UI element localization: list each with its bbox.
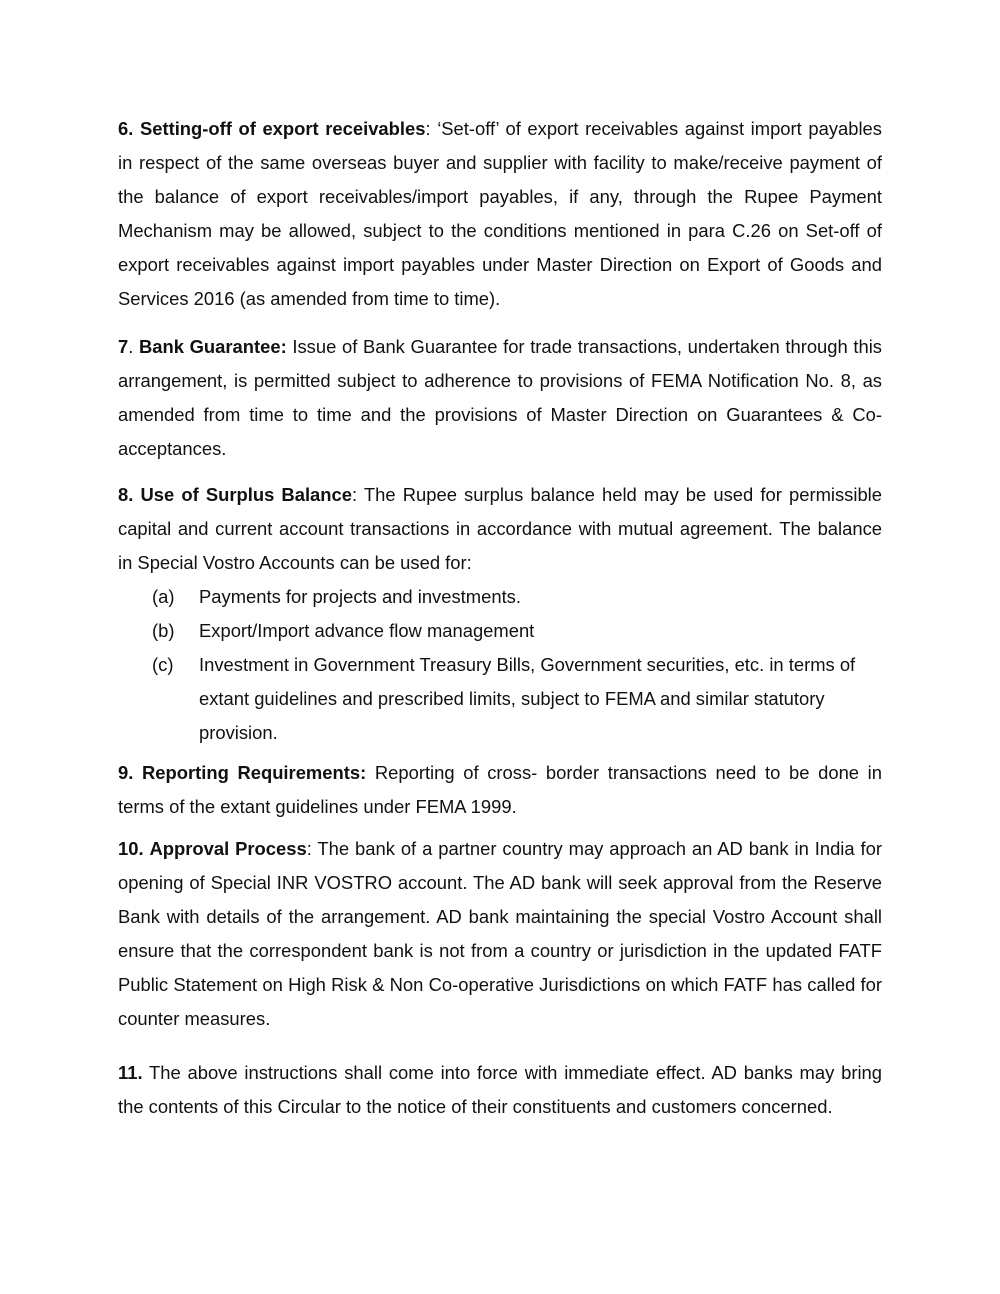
section-11 <box>118 1056 882 1124</box>
section-body: Reporting of cross- border transactions need to be done in terms of the extant guidelines under FEMA 1999. <box>118 762 882 817</box>
section-10 <box>118 832 882 1036</box>
section-number: 9. <box>118 762 134 783</box>
section-body: Issue of Bank Guarantee for trade transactions, undertaken through this arrangement, is permitted subject to adherence to provisions of FEMA Notification No. 8, as amended from time to time and the provisions of Master Direction on Guarantees & Co-acceptances. <box>118 336 882 459</box>
section-8 <box>118 478 882 580</box>
section-heading: Reporting Requirements: <box>141 762 367 783</box>
section-number: 8. <box>118 484 134 505</box>
section-number: 11. <box>118 1062 143 1083</box>
surplus-usage-list <box>118 580 882 750</box>
section-6 <box>118 112 882 316</box>
section-heading: Setting-off of export receivables <box>139 118 426 139</box>
heading-separator: : <box>425 118 431 139</box>
list-item-text: Payments for projects and investments. <box>199 586 521 607</box>
section-number: 10. <box>118 838 144 859</box>
heading-separator: : <box>306 838 312 859</box>
list-item <box>118 614 882 648</box>
section-9 <box>118 756 882 824</box>
section-heading: Use of Surplus Balance <box>140 484 352 505</box>
section-7 <box>118 330 882 466</box>
section-heading: Approval Process <box>149 838 307 859</box>
list-item <box>118 648 882 750</box>
list-item-text: Export/Import advance flow management <box>199 620 535 641</box>
list-item-label: (b) <box>152 620 175 641</box>
list-item-label: (c) <box>152 654 174 675</box>
section-number: 7 <box>118 336 129 357</box>
section-number: 6. <box>118 118 134 139</box>
list-item-label: (a) <box>152 586 175 607</box>
section-body: The bank of a partner country may approach an AD bank in India for opening of Special INR VOSTRO account. The AD bank will seek approval from the Reserve Bank with details of the arrangement. AD bank maintaining the special Vostro Account shall ensure that the correspondent bank is not from a country or jurisdiction in the updated FATF Public Statement on High Risk & Non Co-operative Jurisdictions on which FATF has called for counter measures. <box>118 838 882 1029</box>
number-separator: . <box>128 336 139 357</box>
section-heading: Bank Guarantee: <box>139 336 287 357</box>
section-body: The Rupee surplus balance held may be used for permissible capital and current account transactions in accordance with mutual agreement. The balance in Special Vostro Accounts can be used for: <box>118 484 882 573</box>
document-page <box>118 112 882 1124</box>
heading-separator: : <box>351 484 358 505</box>
list-item-text: Investment in Government Treasury Bills, Government securities, etc. in terms of extant guidelines and prescribed limits, subject to FEMA and similar statutory provision. <box>199 654 856 743</box>
section-body: ‘Set-off’ of export receivables against import payables in respect of the same overseas buyer and supplier with facility to make/receive payment of the balance of export receivables/import payables, if any, through the Rupee Payment Mechanism may be allowed, subject to the conditions mentioned in para C.26 on Set-off of export receivables against import payables under Master Direction on Export of Goods and Services 2016 (as amended from time to time). <box>118 118 882 309</box>
list-item <box>118 580 882 614</box>
section-body: The above instructions shall come into force with immediate effect. AD banks may bring the contents of this Circular to the notice of their constituents and customers concerned. <box>118 1062 882 1117</box>
